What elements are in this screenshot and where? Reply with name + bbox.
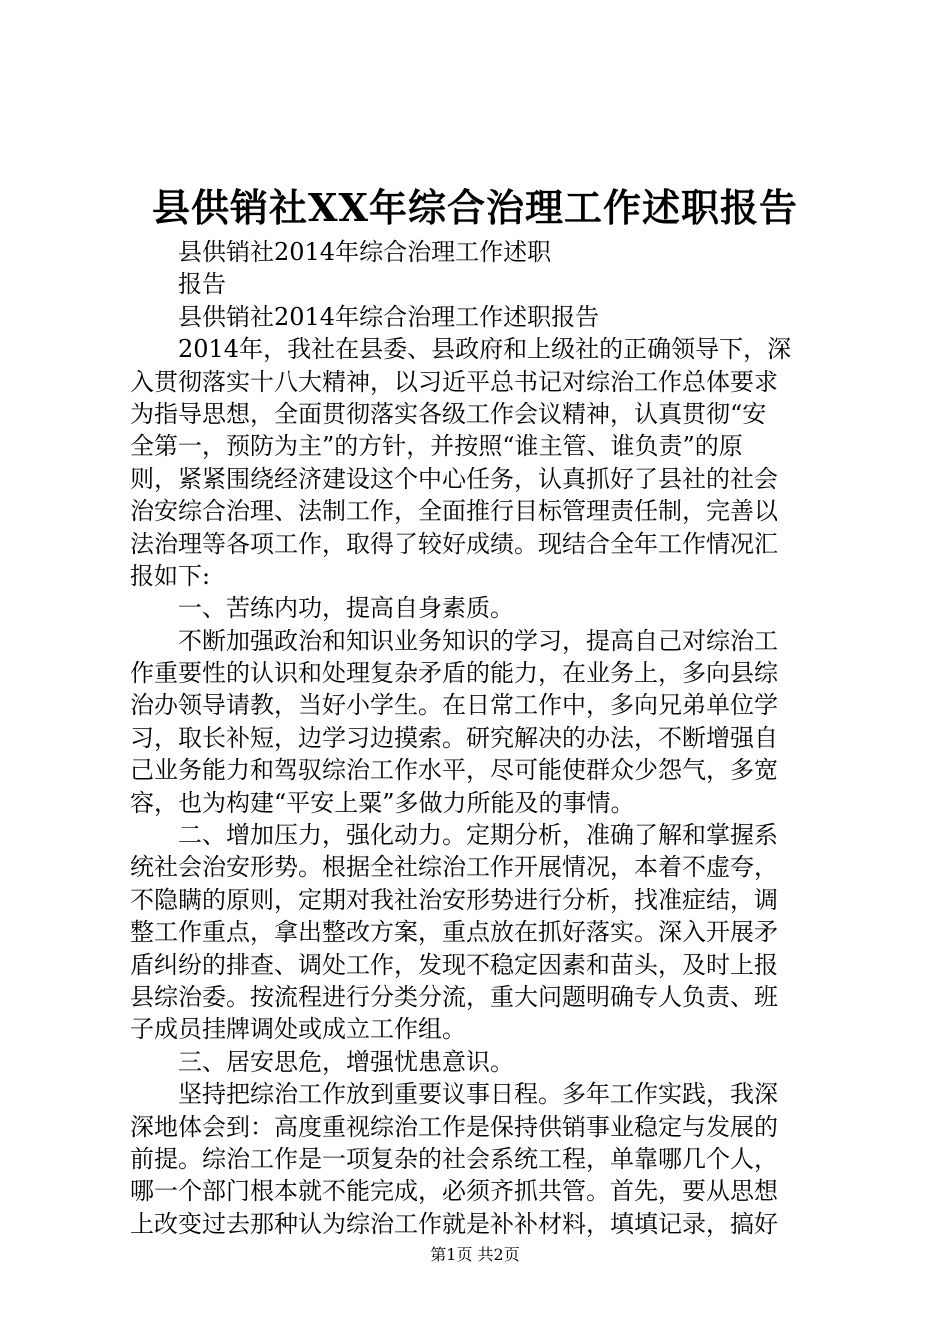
- text-line: 为指导思想，全面贯彻落实各级工作会议精神，认真贯彻“安: [130, 399, 767, 428]
- text-line: 报如下:: [130, 561, 211, 590]
- document-title: 县供销社XX年综合治理工作述职报告: [152, 185, 798, 230]
- text-line: 二、增加压力，强化动力。定期分析，准确了解和掌握系: [178, 821, 778, 850]
- text-line: 三、居安思危，增强忧患意识。: [178, 1047, 514, 1076]
- text-line: 县综治委。按流程进行分类分流，重大问题明确专人负责、班: [130, 982, 778, 1011]
- text-line: 2014年，我社在县委、县政府和上级社的正确领导下，深: [178, 335, 792, 364]
- text-line: 上改变过去那种认为综治工作就是补补材料，填填记录，搞好: [130, 1209, 778, 1238]
- text-line: 哪一个部门根本就不能完成，必须齐抓共管。首先，要从思想: [130, 1177, 778, 1206]
- text-line: 法治理等各项工作，取得了较好成绩。现结合全年工作情况汇: [130, 529, 778, 558]
- text-line: 统社会治安形势。根据全社综治工作开展情况，本着不虚夸，: [130, 853, 778, 882]
- text-line: 坚持把综治工作放到重要议事日程。多年工作实践，我深: [178, 1080, 778, 1109]
- text-line: 盾纠纷的排查、调处工作，发现不稳定因素和苗头，及时上报: [130, 950, 778, 979]
- text-line: 报告: [178, 270, 226, 299]
- text-line: 不隐瞒的原则，定期对我社治安形势进行分析，找准症结，调: [130, 885, 778, 914]
- text-line: 深地体会到：高度重视综治工作是保持供销事业稳定与发展的: [130, 1112, 778, 1141]
- text-line: 前提。综治工作是一项复杂的社会系统工程，单靠哪几个人，: [130, 1144, 778, 1173]
- text-line: 则，紧紧围绕经济建设这个中心任务，认真抓好了县社的社会: [130, 464, 778, 493]
- text-line: 整工作重点，拿出整改方案，重点放在抓好落实。深入开展矛: [130, 918, 778, 947]
- text-line: 不断加强政治和知识业务知识的学习，提高自己对综治工: [178, 626, 778, 655]
- text-line: 入贯彻落实十八大精神，以习近平总书记对综治工作总体要求: [130, 367, 778, 396]
- text-line: 子成员挂牌调处或成立工作组。: [130, 1015, 466, 1044]
- text-line: 容，也为构建“平安上粟”多做力所能及的事情。: [130, 788, 635, 817]
- text-line: 习，取长补短，边学习边摸索。研究解决的办法，不断增强自: [130, 723, 778, 752]
- text-line: 一、苦练内功，提高自身素质。: [178, 594, 514, 623]
- text-line: 治办领导请教，当好小学生。在日常工作中，多向兄弟单位学: [130, 691, 778, 720]
- text-line: 县供销社2014年综合治理工作述职: [178, 238, 552, 266]
- text-line: 县供销社2014年综合治理工作述职报告: [178, 302, 600, 331]
- text-line: 作重要性的认识和处理复杂矛盾的能力，在业务上，多向县综: [130, 659, 778, 688]
- text-line: 治安综合治理、法制工作，全面推行目标管理责任制，完善以: [130, 497, 778, 526]
- document-body: [130, 236, 830, 1240]
- page-footer: 第1页 共2页: [430, 1245, 520, 1264]
- text-line: 全第一，预防为主”的方针，并按照“谁主管、谁负责”的原: [130, 432, 743, 461]
- text-line: 己业务能力和驾驭综治工作水平，尽可能使群众少怨气，多宽: [130, 756, 778, 785]
